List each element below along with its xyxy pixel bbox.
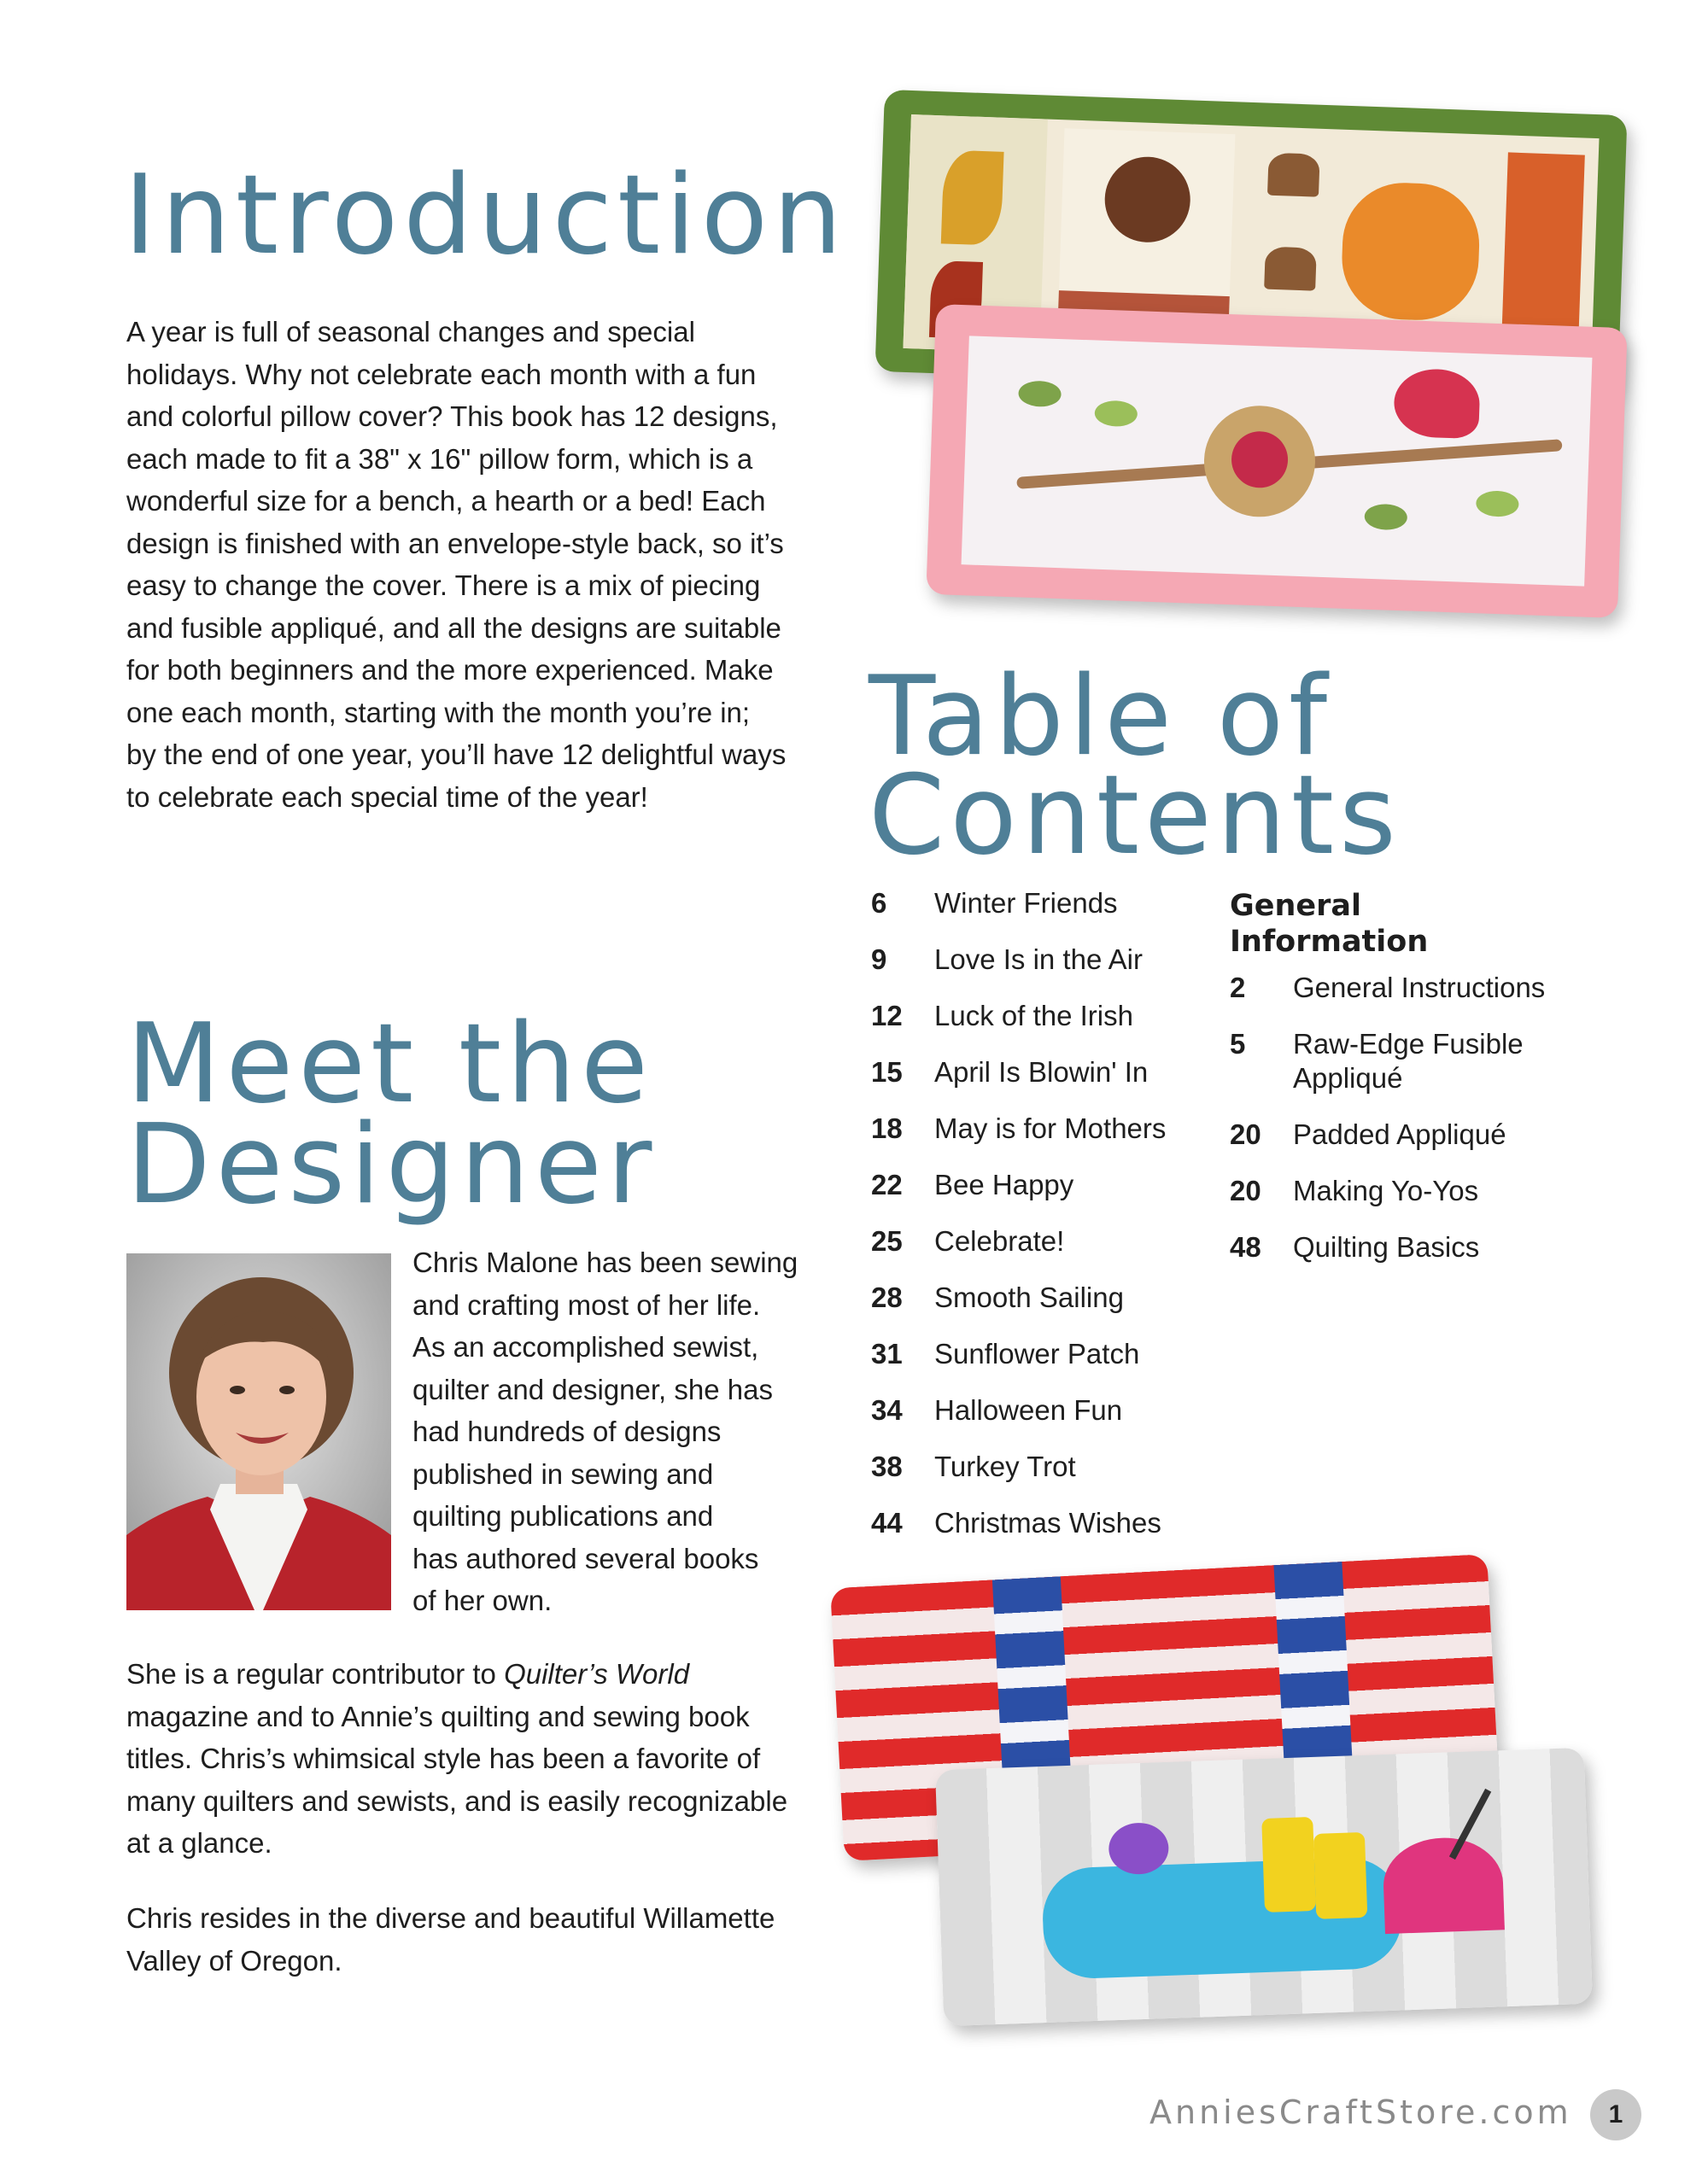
toc-entry[interactable]	[871, 1393, 1230, 1428]
text-line: has authored several books	[412, 1542, 759, 1574]
toc-page-number: 9	[871, 943, 887, 975]
toc-entry[interactable]	[871, 1281, 1230, 1315]
toc-page-number: 25	[871, 1225, 903, 1257]
toc-title-text: General Instructions	[1293, 972, 1546, 1003]
page-number: 1	[1608, 2100, 1623, 2129]
designer-bio	[412, 1241, 814, 1622]
toc-title-text: Christmas Wishes	[934, 1507, 1161, 1539]
text-line: magazine and to Annie’s quilting and sewing book	[126, 1700, 750, 1732]
toc-entry[interactable]	[871, 943, 1230, 977]
toc-entry[interactable]	[871, 1506, 1230, 1540]
text-line: to celebrate each special time of the year!	[126, 780, 648, 813]
toc-title-text: Padded Appliqué	[1293, 1118, 1506, 1150]
para2-start: She is a regular contributor to	[126, 1658, 505, 1690]
toc-title-text: Luck of the Irish	[934, 1000, 1133, 1031]
toc-entry[interactable]	[1230, 1230, 1623, 1264]
footer-site: AnniesCraftStore.com	[1149, 2093, 1572, 2131]
text-line: design is finished with an envelope-style back, so it’s	[126, 527, 784, 559]
text-line: quilting publications and	[412, 1500, 714, 1532]
text-line: As an accomplished sewist,	[412, 1331, 759, 1363]
toc-title-text: Halloween Fun	[934, 1394, 1123, 1426]
designer-paragraph-3	[126, 1897, 827, 1982]
text-line: wonderful size for a bench, a hearth or a bed! Each	[126, 485, 766, 517]
pillow-photo-top	[837, 94, 1657, 657]
toc-entry[interactable]	[1230, 1027, 1623, 1095]
toc-title-text: Winter Friends	[934, 887, 1118, 919]
toc-entry[interactable]	[871, 1224, 1230, 1258]
toc-title	[934, 1168, 1230, 1202]
toc-title	[1293, 1118, 1623, 1152]
bird-pillow	[926, 304, 1627, 618]
toc-title	[1293, 1230, 1623, 1264]
toc-title	[934, 999, 1230, 1033]
toc-title	[934, 1450, 1230, 1484]
designer-paragraph-2-first-line	[126, 1653, 827, 1696]
text-line: by the end of one year, you’ll have 12 delightful ways	[126, 739, 787, 770]
toc-page-number: 28	[871, 1282, 903, 1313]
text-line: A year is full of seasonal changes and special	[126, 316, 695, 347]
toc-heading-line1: Table of	[869, 653, 1333, 780]
designer-heading-line1: Meet the	[126, 1001, 653, 1128]
toc-title	[1293, 1027, 1623, 1095]
toc-page-number: 12	[871, 1000, 903, 1031]
text-line: of her own.	[412, 1585, 553, 1616]
text-line: and fusible appliqué, and all the designs are suitable	[126, 611, 781, 644]
umbrella-pillow	[935, 1748, 1593, 2026]
intro-paragraph	[126, 311, 827, 818]
toc-entry[interactable]	[1230, 1174, 1623, 1208]
text-line: many quilters and sewists, and is easily recognizable	[126, 1784, 788, 1817]
toc-general-heading	[1230, 888, 1428, 960]
toc-page-number: 38	[871, 1451, 903, 1482]
text-line: at a glance.	[126, 1827, 272, 1859]
text-line: and colorful pillow cover? This book has 12 designs,	[126, 400, 778, 432]
text-line: for both beginners and the more experienced. Make	[126, 654, 774, 686]
toc-page-number: 31	[871, 1338, 903, 1369]
toc-general-heading-line2: Information	[1230, 925, 1429, 959]
designer-paragraph-2	[126, 1653, 827, 1865]
toc-title	[934, 886, 1230, 920]
designer-photo	[126, 1253, 391, 1610]
text-line: titles. Chris’s whimsical style has been a favorite of	[126, 1743, 761, 1774]
toc-page-number: 18	[871, 1112, 903, 1144]
toc-entry[interactable]	[871, 999, 1230, 1033]
designer-heading-line2: Designer	[126, 1101, 658, 1229]
toc-title	[934, 1506, 1230, 1540]
toc-page-number: 20	[1230, 1118, 1261, 1150]
toc-title-text: Love Is in the Air	[934, 943, 1143, 975]
toc-title-text: Celebrate!	[934, 1225, 1065, 1257]
toc-entry[interactable]	[871, 1055, 1230, 1089]
toc-title	[1293, 1174, 1623, 1208]
toc-title-text: Smooth Sailing	[934, 1282, 1124, 1313]
text-line: one each month, starting with the month you’re in;	[126, 696, 751, 728]
toc-title	[934, 1055, 1230, 1089]
toc-entry[interactable]	[871, 1112, 1230, 1146]
text-line: Chris resides in the diverse and beautiful Willamette	[126, 1902, 775, 1934]
toc-title	[934, 1337, 1230, 1371]
toc-page-number: 5	[1230, 1028, 1246, 1060]
toc-entry[interactable]	[1230, 971, 1623, 1005]
toc-title	[934, 1112, 1230, 1146]
toc-page-number: 2	[1230, 972, 1246, 1003]
toc-page-number: 22	[871, 1169, 903, 1200]
magazine-title: Quilter’s World	[504, 1658, 690, 1690]
toc-title-text: Making Yo-Yos	[1293, 1175, 1479, 1206]
intro-heading: Introduction	[124, 152, 848, 279]
text-line: and crafting most of her life.	[412, 1288, 761, 1321]
pillow-photo-bottom	[820, 1537, 1640, 2032]
toc-title-text-continued: Appliqué	[1293, 1062, 1403, 1094]
toc-entry[interactable]	[871, 886, 1230, 920]
toc-entry[interactable]	[871, 1450, 1230, 1484]
toc-page-number: 44	[871, 1507, 903, 1539]
toc-general-list	[1230, 971, 1623, 1287]
text-line: easy to change the cover. There is a mix of piecing	[126, 569, 761, 601]
text-line: holidays. Why not celebrate each month with a fun	[126, 358, 757, 390]
toc-entry[interactable]	[1230, 1118, 1623, 1152]
toc-page-number: 48	[1230, 1231, 1261, 1263]
toc-entry[interactable]	[871, 1168, 1230, 1202]
toc-page-number: 6	[871, 887, 887, 919]
toc-general-heading-line1: General	[1230, 889, 1361, 923]
text-line: published in sewing and	[412, 1457, 714, 1490]
toc-entry[interactable]	[871, 1337, 1230, 1371]
toc-title-text: Bee Happy	[934, 1169, 1074, 1200]
toc-title-text: Sunflower Patch	[934, 1338, 1140, 1369]
toc-title	[934, 1281, 1230, 1315]
toc-title-text: April Is Blowin' In	[934, 1056, 1149, 1088]
toc-title	[1293, 971, 1623, 1005]
toc-page-number: 20	[1230, 1175, 1261, 1206]
toc-title-text: Quilting Basics	[1293, 1231, 1480, 1263]
toc-title-text: May is for Mothers	[934, 1112, 1167, 1144]
toc-projects-list	[871, 886, 1230, 1562]
text-line: Valley of Oregon.	[126, 1944, 342, 1977]
toc-heading-line2: Contents	[869, 752, 1401, 879]
toc-page-number: 34	[871, 1394, 903, 1426]
toc-page-number: 15	[871, 1056, 903, 1088]
designer-heading	[126, 1001, 658, 1229]
text-line: quilter and designer, she has	[412, 1373, 773, 1405]
text-line: had hundreds of designs	[412, 1416, 722, 1447]
text-line: Chris Malone has been sewing	[412, 1247, 798, 1278]
toc-title	[934, 1224, 1230, 1258]
toc-title-text: Raw-Edge Fusible	[1293, 1028, 1524, 1060]
text-line: each made to fit a 38" x 16" pillow form, which is a	[126, 442, 753, 475]
toc-title	[934, 943, 1230, 977]
toc-title	[934, 1393, 1230, 1428]
toc-title-text: Turkey Trot	[934, 1451, 1076, 1482]
page-number-badge	[1590, 2089, 1641, 2140]
toc-heading	[869, 653, 1401, 879]
